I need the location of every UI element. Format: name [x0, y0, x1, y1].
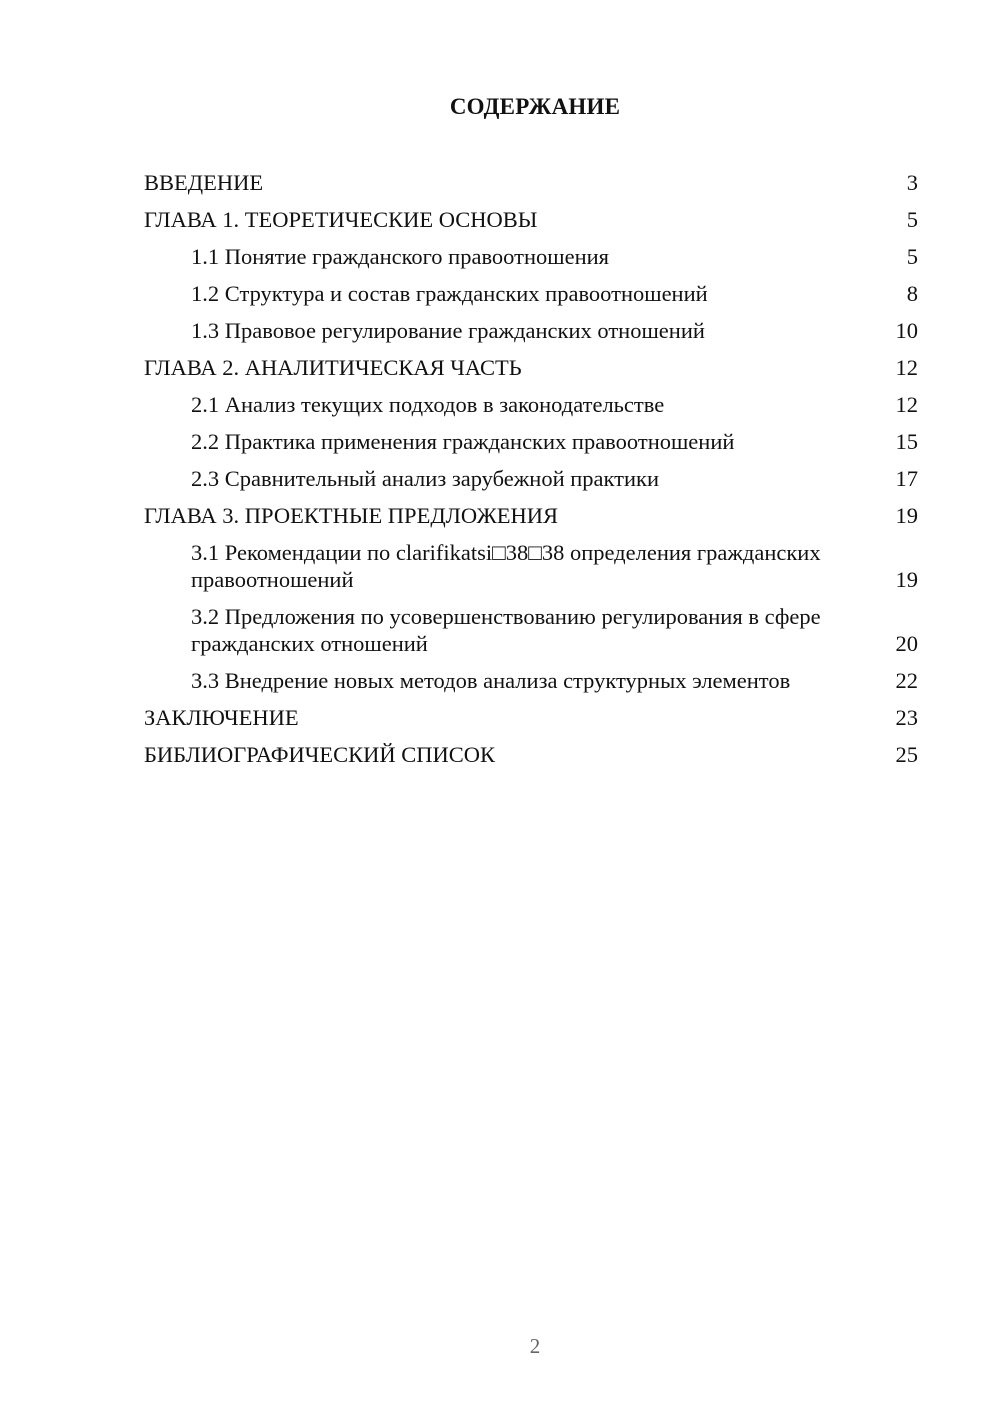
- toc-entry-title: БИБЛИОГРАФИЧЕСКИЙ СПИСОК: [144, 742, 496, 767]
- toc-entry-page: 20: [895, 631, 918, 656]
- toc-entry-title: 3.2 Предложения по усовершенствованию регулирования в сфере гражданских отношений: [191, 604, 821, 656]
- toc-entry-page: 17: [895, 466, 918, 491]
- toc-entry-page: 15: [895, 429, 918, 454]
- toc-entry-bibliography[interactable]: [144, 741, 918, 768]
- toc-entry-section-2-3[interactable]: [144, 465, 918, 492]
- toc-entry-section-2-2[interactable]: [144, 428, 918, 455]
- toc-entry-title: 2.3 Сравнительный анализ зарубежной практики: [191, 466, 660, 491]
- toc-entry-title: 2.2 Практика применения гражданских правоотношений: [191, 429, 735, 454]
- toc-entry-page: 12: [895, 355, 918, 380]
- toc-entry-section-3-3[interactable]: [144, 667, 918, 694]
- toc-entry-page: 19: [895, 567, 918, 592]
- toc-entry-section-1-3[interactable]: [144, 317, 918, 344]
- toc-entry-section-3-1[interactable]: [144, 539, 918, 593]
- toc-entry-page: 5: [906, 207, 918, 232]
- toc-entry-conclusion[interactable]: [144, 704, 918, 731]
- toc-entry-page: 19: [895, 503, 918, 528]
- toc-entry-page: 8: [906, 281, 918, 306]
- toc-entry-title: 1.2 Структура и состав гражданских правоотношений: [191, 281, 708, 306]
- toc-entry-section-2-1[interactable]: [144, 391, 918, 418]
- page-title: СОДЕРЖАНИЕ: [449, 94, 621, 119]
- toc-entry-page: 22: [895, 668, 918, 693]
- toc-entry-page: 23: [895, 705, 918, 730]
- toc-entry-title: 1.1 Понятие гражданского правоотношения: [191, 244, 609, 269]
- toc-entry-introduction[interactable]: [144, 169, 918, 196]
- toc-entry-title: 3.1 Рекомендации по clarifikatsi□38□38 определения гражданских правоотношений: [191, 540, 821, 592]
- toc-entry-title: 1.3 Правовое регулирование гражданских отношений: [191, 318, 705, 343]
- toc-entry-section-1-1[interactable]: [144, 243, 918, 270]
- toc-entry-title: ГЛАВА 3. ПРОЕКТНЫЕ ПРЕДЛОЖЕНИЯ: [144, 503, 559, 528]
- toc-entry-page: 12: [895, 392, 918, 417]
- page-number: 2: [529, 1334, 541, 1358]
- toc-entry-section-3-2[interactable]: [144, 603, 918, 657]
- toc-entry-page: 10: [895, 318, 918, 343]
- toc-entry-chapter-3[interactable]: [144, 502, 918, 529]
- toc-entry-title: 2.1 Анализ текущих подходов в законодательстве: [191, 392, 665, 417]
- toc-entry-title: ГЛАВА 1. ТЕОРЕТИЧЕСКИЕ ОСНОВЫ: [144, 207, 538, 232]
- toc-entry-chapter-1[interactable]: [144, 206, 918, 233]
- toc-entry-title: ГЛАВА 2. АНАЛИТИЧЕСКАЯ ЧАСТЬ: [144, 355, 522, 380]
- toc-entry-chapter-2[interactable]: [144, 354, 918, 381]
- table-of-contents: [144, 169, 918, 768]
- toc-entry-page: 3: [906, 170, 918, 195]
- toc-entry-title: 3.3 Внедрение новых методов анализа структурных элементов: [191, 668, 791, 693]
- toc-entry-title: ЗАКЛЮЧЕНИЕ: [144, 705, 299, 730]
- toc-entry-page: 5: [906, 244, 918, 269]
- toc-entry-page: 25: [895, 742, 918, 767]
- toc-entry-section-1-2[interactable]: [144, 280, 918, 307]
- toc-entry-title: ВВЕДЕНИЕ: [144, 170, 264, 195]
